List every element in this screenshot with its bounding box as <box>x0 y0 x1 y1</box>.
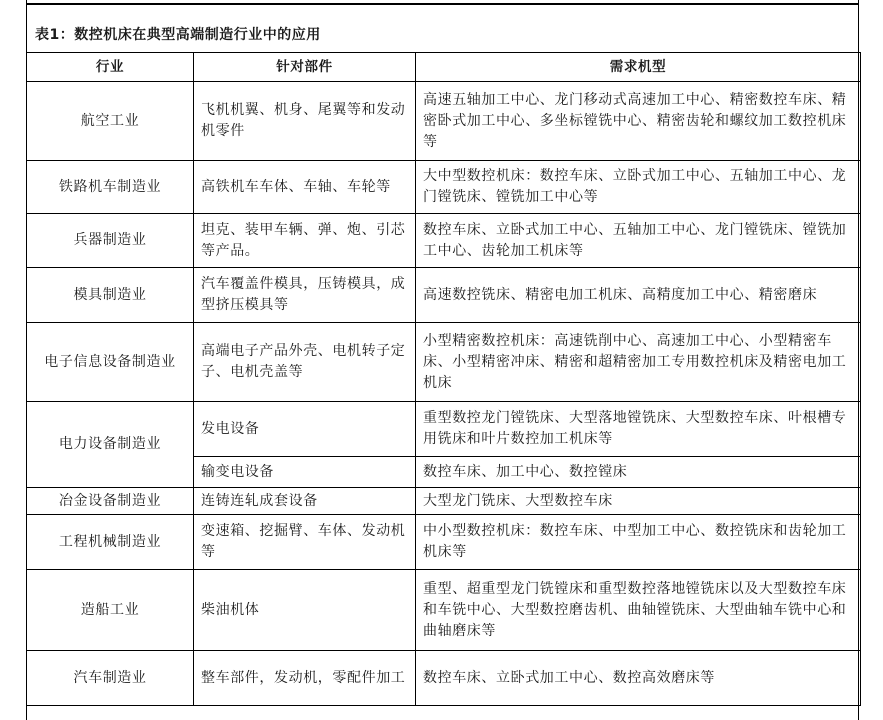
industry-cell: 冶金设备制造业 <box>27 488 194 515</box>
table-row <box>27 323 861 402</box>
machines-cell: 小型精密数控机床：高速铣削中心、高速加工中心、小型精密车床、小型精密冲床、精密和超精密加工专用数控机床及精密电加工机床 <box>416 323 861 402</box>
machines-cell: 数控车床、加工中心、数控镗床 <box>416 457 861 488</box>
table-row <box>27 651 861 706</box>
table-caption: 表1：数控机床在典型高端制造行业中的应用 <box>35 27 321 43</box>
parts-cell: 高端电子产品外壳、电机转子定子、电机壳盖等 <box>194 323 416 402</box>
parts-cell: 发电设备 <box>194 402 416 457</box>
document-frame <box>26 0 859 720</box>
header-parts: 针对部件 <box>194 53 416 82</box>
top-rule <box>27 3 858 5</box>
industry-cell: 电子信息设备制造业 <box>27 323 194 402</box>
industry-cell: 造船工业 <box>27 570 194 651</box>
machines-cell: 重型数控龙门镗铣床、大型落地镗铣床、大型数控车床、叶根槽专用铣床和叶片数控加工机床等 <box>416 402 861 457</box>
parts-cell: 坦克、装甲车辆、弹、炮、引芯等产品。 <box>194 214 416 268</box>
machines-cell: 数控车床、立卧式加工中心、五轴加工中心、龙门镗铣床、镗铣加工中心、齿轮加工机床等 <box>416 214 861 268</box>
table-row <box>27 161 861 214</box>
table-row <box>27 214 861 268</box>
parts-cell: 输变电设备 <box>194 457 416 488</box>
machines-cell: 数控车床、立卧式加工中心、数控高效磨床等 <box>416 651 861 706</box>
table-row <box>27 402 861 457</box>
parts-cell: 连铸连轧成套设备 <box>194 488 416 515</box>
table-row <box>27 515 861 570</box>
machines-cell: 高速数控铣床、精密电加工机床、高精度加工中心、精密磨床 <box>416 268 861 323</box>
machines-cell: 重型、超重型龙门铣镗床和重型数控落地镗铣床以及大型数控车床和车铣中心、大型数控磨齿机、曲轴镗铣床、大型曲轴车铣中心和曲轴磨床等 <box>416 570 861 651</box>
industry-cell: 电力设备制造业 <box>27 402 194 488</box>
industry-cell: 铁路机车制造业 <box>27 161 194 214</box>
parts-cell: 柴油机体 <box>194 570 416 651</box>
parts-cell: 飞机机翼、机身、尾翼等和发动机零件 <box>194 82 416 161</box>
industry-cell: 模具制造业 <box>27 268 194 323</box>
machines-cell: 中小型数控机床：数控车床、中型加工中心、数控铣床和齿轮加工机床等 <box>416 515 861 570</box>
table-header-row <box>27 53 861 82</box>
industry-cell: 工程机械制造业 <box>27 515 194 570</box>
table-row <box>27 82 861 161</box>
parts-cell: 高铁机车车体、车轴、车轮等 <box>194 161 416 214</box>
industry-cell: 汽车制造业 <box>27 651 194 706</box>
table-row <box>27 268 861 323</box>
parts-cell: 变速箱、挖掘臂、车体、发动机等 <box>194 515 416 570</box>
industry-cell: 航空工业 <box>27 82 194 161</box>
application-table <box>26 52 861 706</box>
table-row <box>27 570 861 651</box>
machines-cell: 大中型数控机床：数控车床、立卧式加工中心、五轴加工中心、龙门镗铣床、镗铣加工中心等 <box>416 161 861 214</box>
machines-cell: 大型龙门铣床、大型数控车床 <box>416 488 861 515</box>
header-industry: 行业 <box>27 53 194 82</box>
header-machines: 需求机型 <box>416 53 861 82</box>
industry-cell: 兵器制造业 <box>27 214 194 268</box>
machines-cell: 高速五轴加工中心、龙门移动式高速加工中心、精密数控车床、精密卧式加工中心、多坐标镗铣中心、精密齿轮和螺纹加工数控机床等 <box>416 82 861 161</box>
table-row <box>27 488 861 515</box>
parts-cell: 整车部件，发动机，零配件加工 <box>194 651 416 706</box>
parts-cell: 汽车覆盖件模具，压铸模具，成型挤压模具等 <box>194 268 416 323</box>
